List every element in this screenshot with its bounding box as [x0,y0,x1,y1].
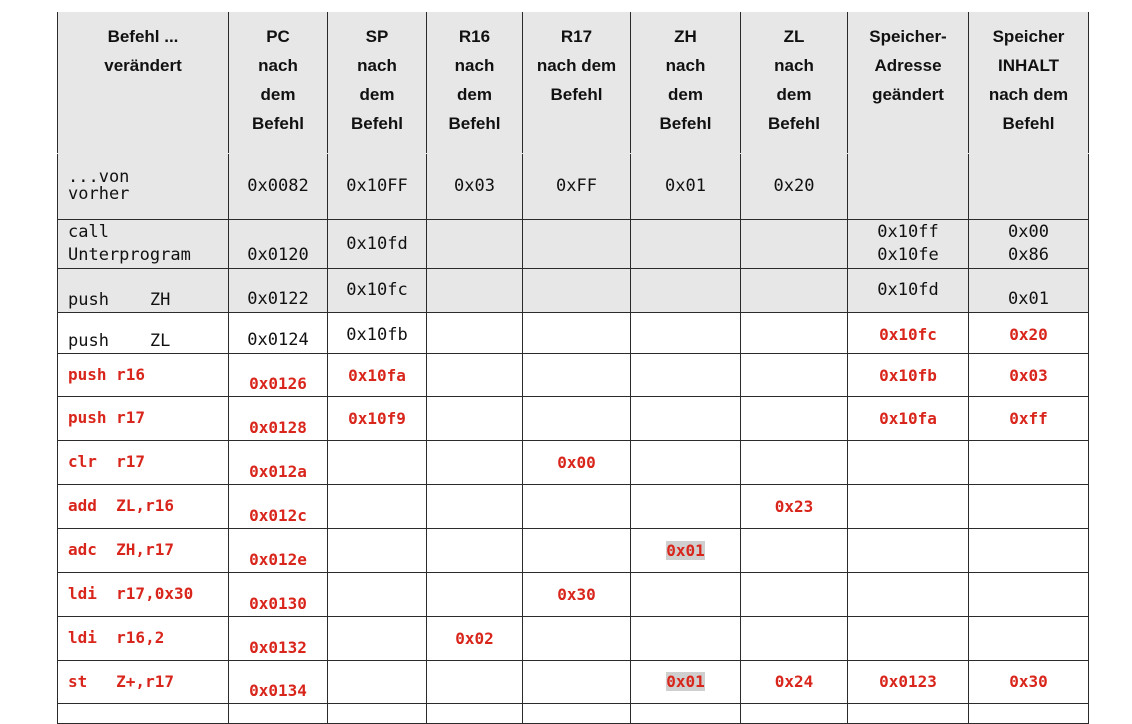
header-line: dem [776,85,812,104]
r17-cell: 0x30 [523,572,631,616]
empty-cell [328,703,427,723]
cmd-cell: clr r17 [58,440,229,484]
header-befehl [58,12,229,153]
zh-cell [631,616,741,660]
cmd-cell: push r16 [58,353,229,396]
header-line: Befehl [550,85,603,104]
pc-cell: 0x0132 [229,616,328,660]
header-line: Befehl [659,114,712,133]
empty-cell [229,703,328,723]
zl-cell [741,353,848,396]
header-line: nach [774,56,814,75]
cmd-cell: add ZL,r16 [58,484,229,528]
content-cell [969,219,1089,268]
register-trace-table [57,12,1089,724]
sp-cell: 0x10fb [328,312,427,353]
addr-cell [848,528,969,572]
r16-cell [427,440,523,484]
header-line: nach [454,56,495,75]
addr-line: 0x10ff [877,221,939,242]
header-line: ZL [783,27,805,46]
table-row [58,440,1089,484]
header-pc [229,12,328,153]
highlighted-value: 0x01 [666,540,705,560]
addr-cell [848,440,969,484]
cmd-line: call [68,221,109,242]
cmd-cell: ldi r17,0x30 [58,572,229,616]
header-line: geändert [872,85,944,104]
content-cell [969,528,1089,572]
cmd-cell: push ZH [58,268,229,312]
addr-cell: 0x0123 [848,660,969,703]
addr-cell [848,572,969,616]
header-line: dem [260,85,296,104]
cmd-cell: ldi r16,2 [58,616,229,660]
header-row [58,12,1089,153]
header-line: Speicher- [869,27,947,46]
header-sp [328,12,427,153]
sp-cell [328,440,427,484]
zh-cell [631,219,741,268]
header-line: dem [668,85,703,104]
header-line: SP [365,27,389,46]
content-cell: 0x01 [969,268,1089,312]
empty-cell [523,703,631,723]
zh-cell [631,268,741,312]
header-line: verändert [104,56,182,75]
header-line: PC [266,27,290,46]
header-zl [741,12,848,153]
r16-cell [427,660,523,703]
header-line: nach [665,56,706,75]
addr-cell: 0x10fc [848,312,969,353]
pc-cell: 0x012e [229,528,328,572]
sp-cell: 0x10fc [328,268,427,312]
cmd-cell [58,219,229,268]
sp-cell [328,484,427,528]
highlighted-value: 0x01 [666,672,705,691]
table-row [58,268,1089,312]
pc-cell: 0x0120 [229,219,328,268]
sp-cell: 0x10fd [328,219,427,268]
table-row [58,572,1089,616]
r16-cell [427,268,523,312]
table-row [58,528,1089,572]
zl-cell [741,312,848,353]
header-line: Befehl [1002,114,1055,133]
pc-cell: 0x0122 [229,268,328,312]
cmd-cell: push r17 [58,396,229,440]
r16-cell: 0x02 [427,616,523,660]
cmd-line: Unterprogram [68,244,191,265]
header-line: Speicher [992,27,1065,46]
r17-cell [523,396,631,440]
header-line: nach [258,56,298,75]
r16-cell [427,484,523,528]
table-row [58,396,1089,440]
header-line: R17 [560,27,593,46]
r16-cell [427,396,523,440]
r16-cell [427,219,523,268]
r17-cell [523,219,631,268]
r17-cell [523,616,631,660]
cmd-cell [58,153,229,219]
zl-cell [741,396,848,440]
cmd-line: vorher [68,184,130,204]
pc-cell: 0x0124 [229,312,328,353]
header-line: R16 [458,27,491,46]
zl-cell: 0x24 [741,660,848,703]
content-cell: 0xff [969,396,1089,440]
header-line: Befehl [448,114,501,133]
addr-cell [848,616,969,660]
empty-cell [631,703,741,723]
header-line: Befehl ... [107,27,179,46]
zl-cell: 0x23 [741,484,848,528]
table-row [58,153,1089,219]
sp-cell [328,528,427,572]
zh-cell [631,572,741,616]
pc-cell: 0x0130 [229,572,328,616]
addr-cell [848,153,969,219]
header-line: Befehl [351,114,403,133]
header-line: ZH [674,27,697,46]
zh-cell [631,484,741,528]
addr-cell: 0x10fd [848,268,969,312]
header-line: INHALT [997,56,1060,75]
r17-cell [523,660,631,703]
table-row [58,353,1089,396]
r16-cell [427,353,523,396]
empty-cell [427,703,523,723]
empty-cell [58,703,229,723]
header-zh [631,12,741,153]
pc-cell: 0x0128 [229,396,328,440]
r16-cell: 0x03 [427,153,523,219]
zh-cell [631,440,741,484]
zh-cell [631,528,741,572]
cmd-cell: push ZL [58,312,229,353]
zh-cell: 0x01 [631,153,741,219]
pc-cell: 0x0082 [229,153,328,219]
pc-cell: 0x012a [229,440,328,484]
addr-cell: 0x10fa [848,396,969,440]
empty-cell [741,703,848,723]
zh-cell [631,660,741,703]
content-cell [969,484,1089,528]
r16-cell [427,572,523,616]
zl-cell [741,219,848,268]
header-r17 [523,12,631,153]
zl-cell [741,528,848,572]
content-cell [969,153,1089,219]
content-line: 0x00 [1008,221,1049,242]
addr-cell [848,484,969,528]
table-row [58,660,1089,703]
sp-cell: 0x10FF [328,153,427,219]
zh-cell [631,396,741,440]
pc-cell: 0x0126 [229,353,328,396]
empty-cell [848,703,969,723]
zh-cell [631,312,741,353]
pc-cell: 0x012c [229,484,328,528]
addr-line: 0x10fe [877,244,939,265]
content-cell: 0x30 [969,660,1089,703]
header-line: nach [357,56,397,75]
cmd-cell: st Z+,r17 [58,660,229,703]
header-line: dem [457,85,492,104]
content-cell: 0x03 [969,353,1089,396]
table-row [58,219,1089,268]
zl-cell [741,572,848,616]
content-cell [969,572,1089,616]
r17-cell [523,268,631,312]
header-speicher-adresse [848,12,969,153]
zl-cell: 0x20 [741,153,848,219]
header-r16 [427,12,523,153]
content-cell: 0x20 [969,312,1089,353]
content-cell [969,616,1089,660]
r17-cell: 0xFF [523,153,631,219]
header-line: Adresse [874,56,942,75]
zl-cell [741,440,848,484]
sp-cell [328,616,427,660]
r17-cell: 0x00 [523,440,631,484]
table-row [58,616,1089,660]
r17-cell [523,484,631,528]
r16-cell [427,528,523,572]
table-row [58,312,1089,353]
header-line: nach dem [536,56,617,75]
table-row-partial [58,703,1089,723]
zl-cell [741,268,848,312]
header-line: Befehl [768,114,820,133]
table-row [58,484,1089,528]
r17-cell [523,312,631,353]
content-cell [969,440,1089,484]
zl-cell [741,616,848,660]
header-speicher-inhalt [969,12,1089,153]
header-lines [58,22,228,80]
content-line: 0x86 [1008,244,1049,265]
header-line: dem [359,85,395,104]
cmd-cell: adc ZH,r17 [58,528,229,572]
r17-cell [523,528,631,572]
empty-cell [969,703,1089,723]
sp-cell [328,660,427,703]
sp-cell: 0x10f9 [328,396,427,440]
zh-cell [631,353,741,396]
addr-cell: 0x10fb [848,353,969,396]
sp-cell: 0x10fa [328,353,427,396]
cmd-line: ...von [68,167,130,187]
addr-cell [848,219,969,268]
pc-cell: 0x0134 [229,660,328,703]
r17-cell [523,353,631,396]
sp-cell [328,572,427,616]
r16-cell [427,312,523,353]
header-line: nach dem [988,85,1069,104]
header-line: Befehl [252,114,304,133]
